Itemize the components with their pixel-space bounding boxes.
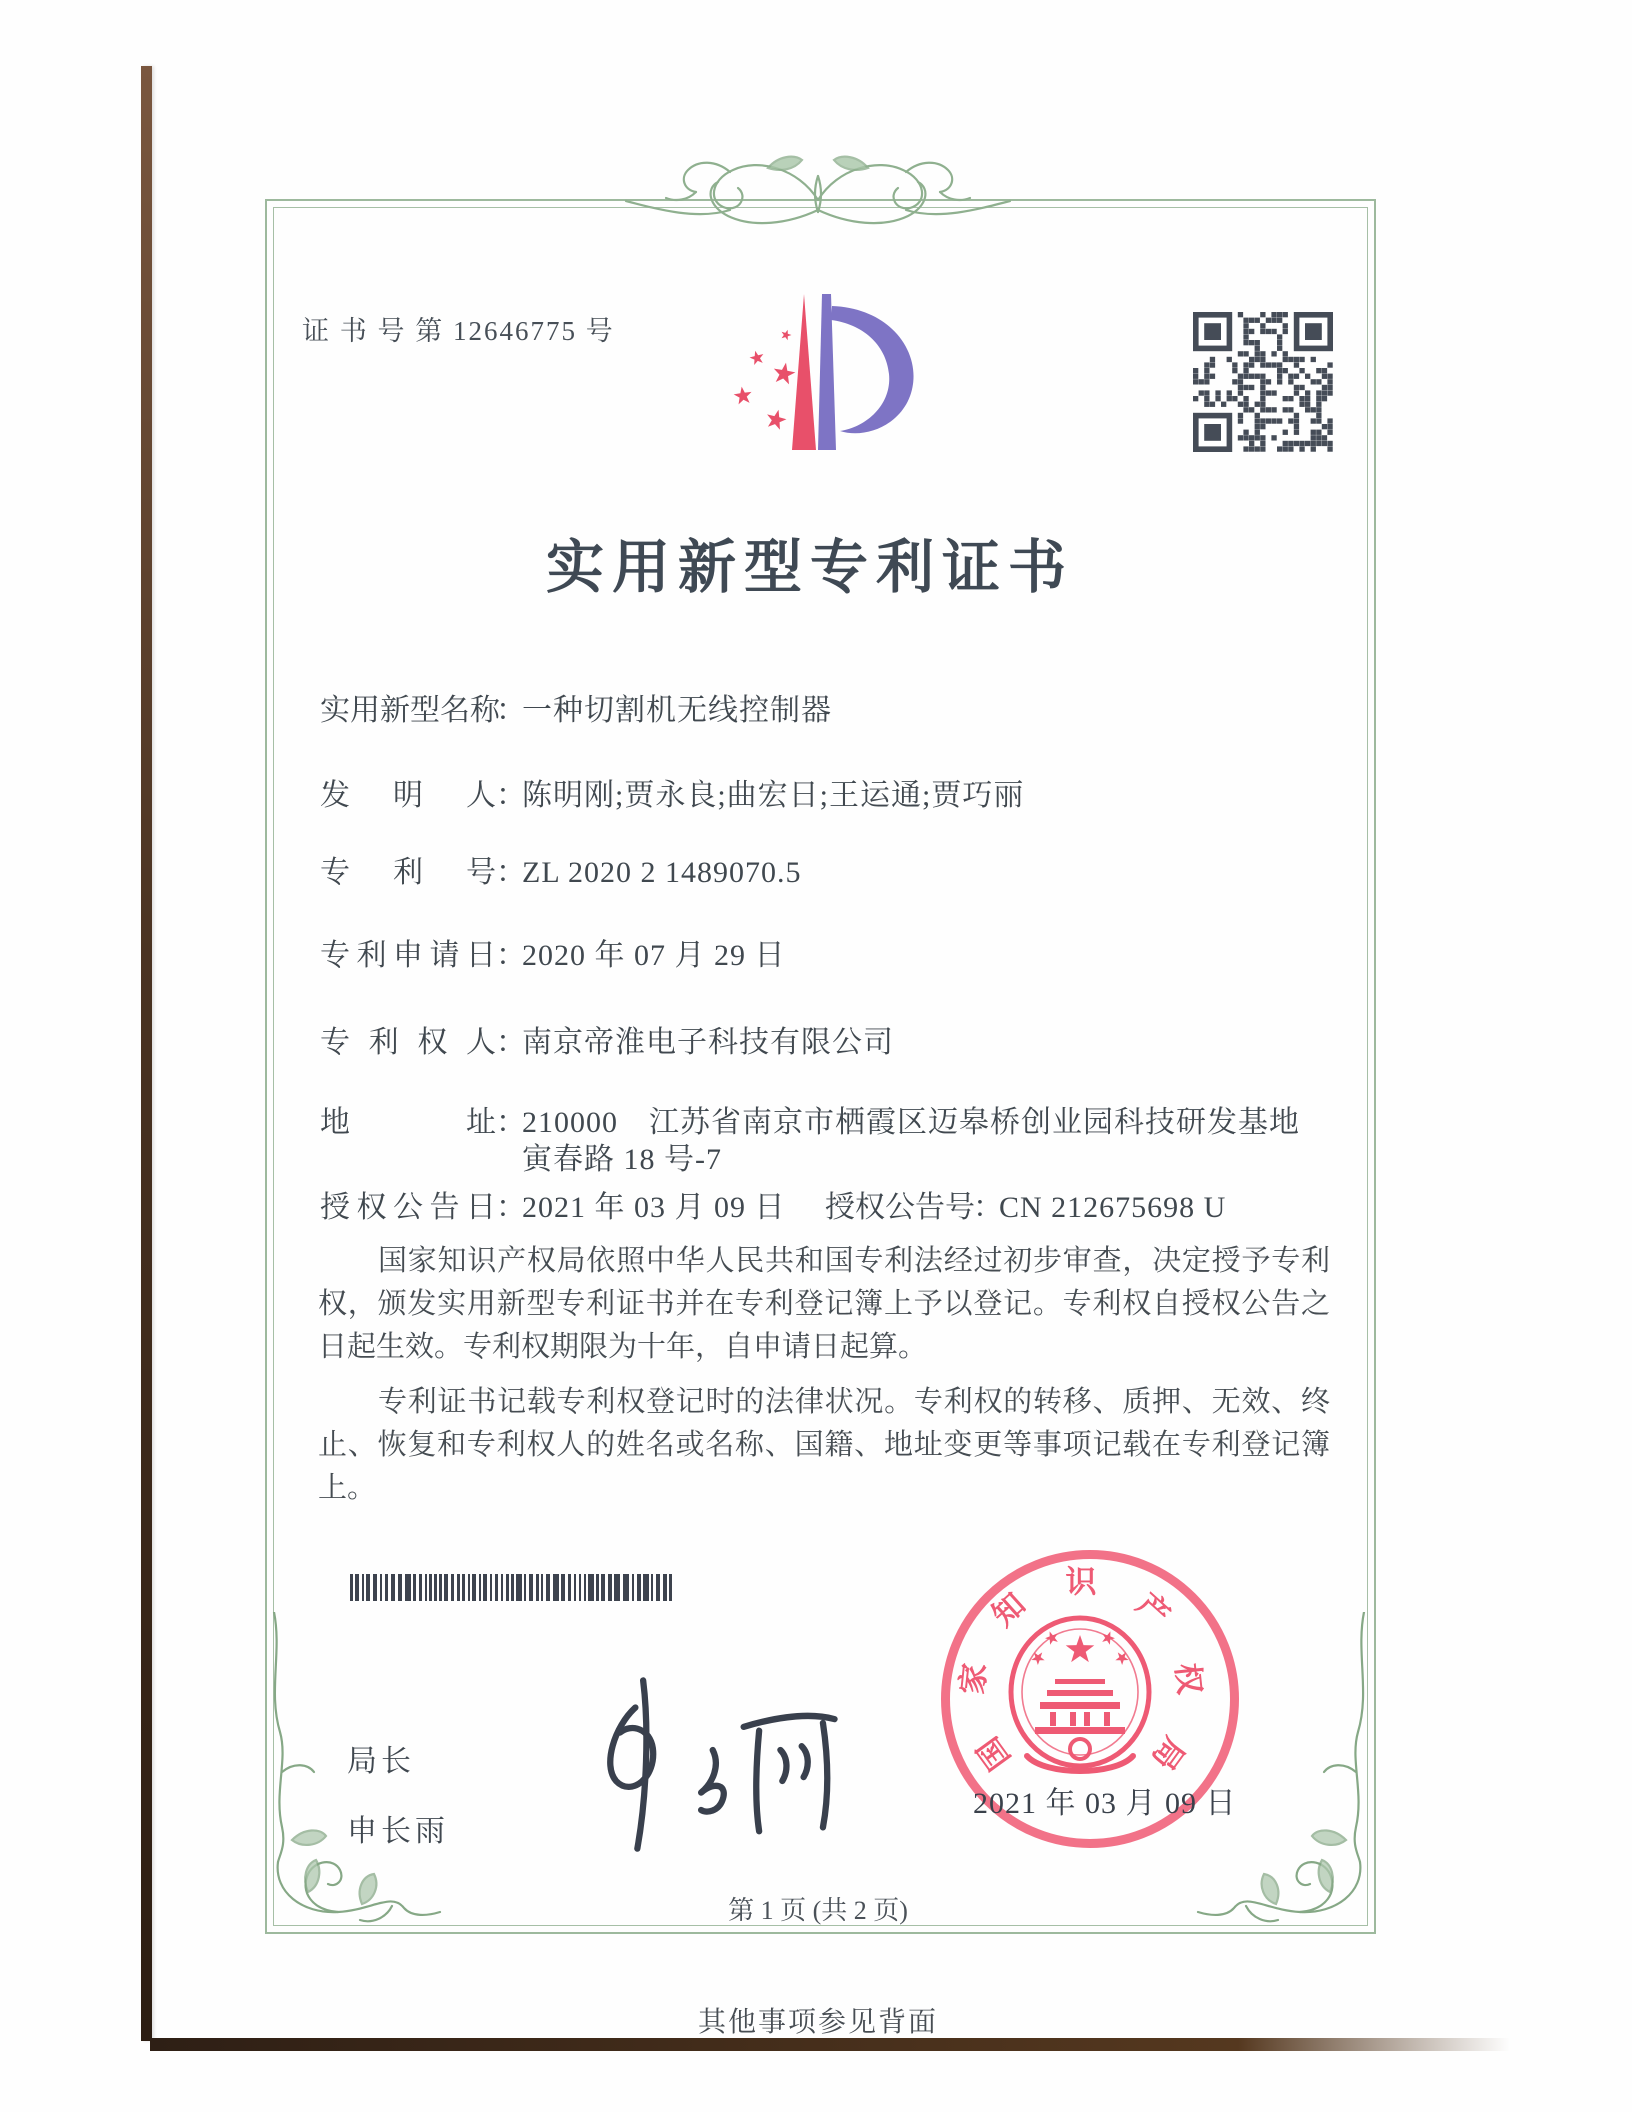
certificate-title: 实用新型专利证书 <box>545 535 1074 600</box>
field-value: 2020 年 07 月 29 日 <box>522 939 786 972</box>
seal-ring-char: 国 <box>970 1730 1017 1777</box>
field-label: 实用新型名称 <box>320 694 500 727</box>
field-label: 地址 <box>320 1106 496 1139</box>
legal-paragraph-1: 国家知识产权局依照中华人民共和国专利法经过初步审查，决定授予专利权，颁发实用新型专利证书并在专利登记簿上予以登记。专利权自授权公告之日起生效。专利权期限为十年，自申请日起算。 <box>318 1245 1330 1363</box>
seal-ring-char: 产 <box>1130 1586 1177 1634</box>
cnipa-logo-icon <box>720 290 920 460</box>
certificate-number: 证 书 号 第 12646775 号 <box>302 316 615 346</box>
national-emblem-icon <box>1005 1606 1155 1786</box>
seal-ring-char: 识 <box>1065 1564 1097 1600</box>
field-utility-model-name: 实用新型名称：一种切割机无线控制器 <box>320 685 832 729</box>
seal-ring-char: 家 <box>954 1661 993 1696</box>
field-label: 专利申请日 <box>320 939 496 972</box>
officer-role-label: 局长 <box>347 1745 415 1778</box>
field-grant-date: 授权公告日：2021 年 03 月 09 日 <box>320 1182 786 1226</box>
field-inventors: 发明人：陈明刚;贾永良;曲宏日;王运通;贾巧丽 <box>320 770 1024 814</box>
field-filing-date: 专利申请日：2020 年 07 月 29 日 <box>320 930 786 974</box>
legal-paragraph-2: 专利证书记载专利权登记时的法律状况。专利权的转移、质押、无效、终止、恢复和专利权人的姓名或名称、国籍、地址变更等事项记载在专利登记簿上。 <box>318 1386 1330 1504</box>
qr-code <box>1193 312 1333 452</box>
legal-text <box>318 1240 1330 1510</box>
field-label: 专利权人 <box>320 1026 496 1059</box>
seal-ring-char: 局 <box>1145 1730 1192 1777</box>
seal-ring-char: 权 <box>1169 1661 1208 1696</box>
field-address: 地址：210000 江苏省南京市栖霞区迈皋桥创业园科技研发基地 <box>320 1097 1300 1141</box>
barcode <box>350 1574 672 1601</box>
field-label: 专利号 <box>320 856 496 889</box>
footer-note: 其他事项参见背面 <box>697 2007 938 2038</box>
field-label: 发明人 <box>320 779 496 812</box>
field-label: 授权公告号 <box>825 1191 975 1224</box>
officer-name-label: 申长雨 <box>347 1815 449 1848</box>
paper-left-edge <box>141 66 152 2041</box>
field-value: CN 212675698 U <box>999 1191 1227 1224</box>
field-value: ZL 2020 2 1489070.5 <box>522 856 802 889</box>
page-number: 第 1 页 (共 2 页) <box>728 1896 908 1925</box>
field-value: 一种切割机无线控制器 <box>522 694 832 727</box>
field-value: 2021 年 03 月 09 日 <box>522 1191 786 1224</box>
field-patentee: 专利权人：南京帝淮电子科技有限公司 <box>320 1017 894 1061</box>
top-ornament-icon <box>618 148 1018 248</box>
field-value: 210000 江苏省南京市栖霞区迈皋桥创业园科技研发基地 <box>522 1106 1300 1139</box>
field-value: 南京帝淮电子科技有限公司 <box>522 1026 894 1059</box>
field-address-line2: 寅春路 18 号-7 <box>522 1143 722 1176</box>
field-grant-number: 授权公告号：CN 212675698 U <box>825 1182 1226 1226</box>
signature <box>560 1668 850 1863</box>
seal-ring-char: 知 <box>985 1586 1032 1634</box>
field-value: 陈明刚;贾永良;曲宏日;王运通;贾巧丽 <box>522 779 1025 812</box>
field-label: 授权公告日 <box>320 1191 496 1224</box>
field-patent-number: 专利号：ZL 2020 2 1489070.5 <box>320 847 802 891</box>
seal-date: 2021 年 03 月 09 日 <box>973 1787 1237 1820</box>
